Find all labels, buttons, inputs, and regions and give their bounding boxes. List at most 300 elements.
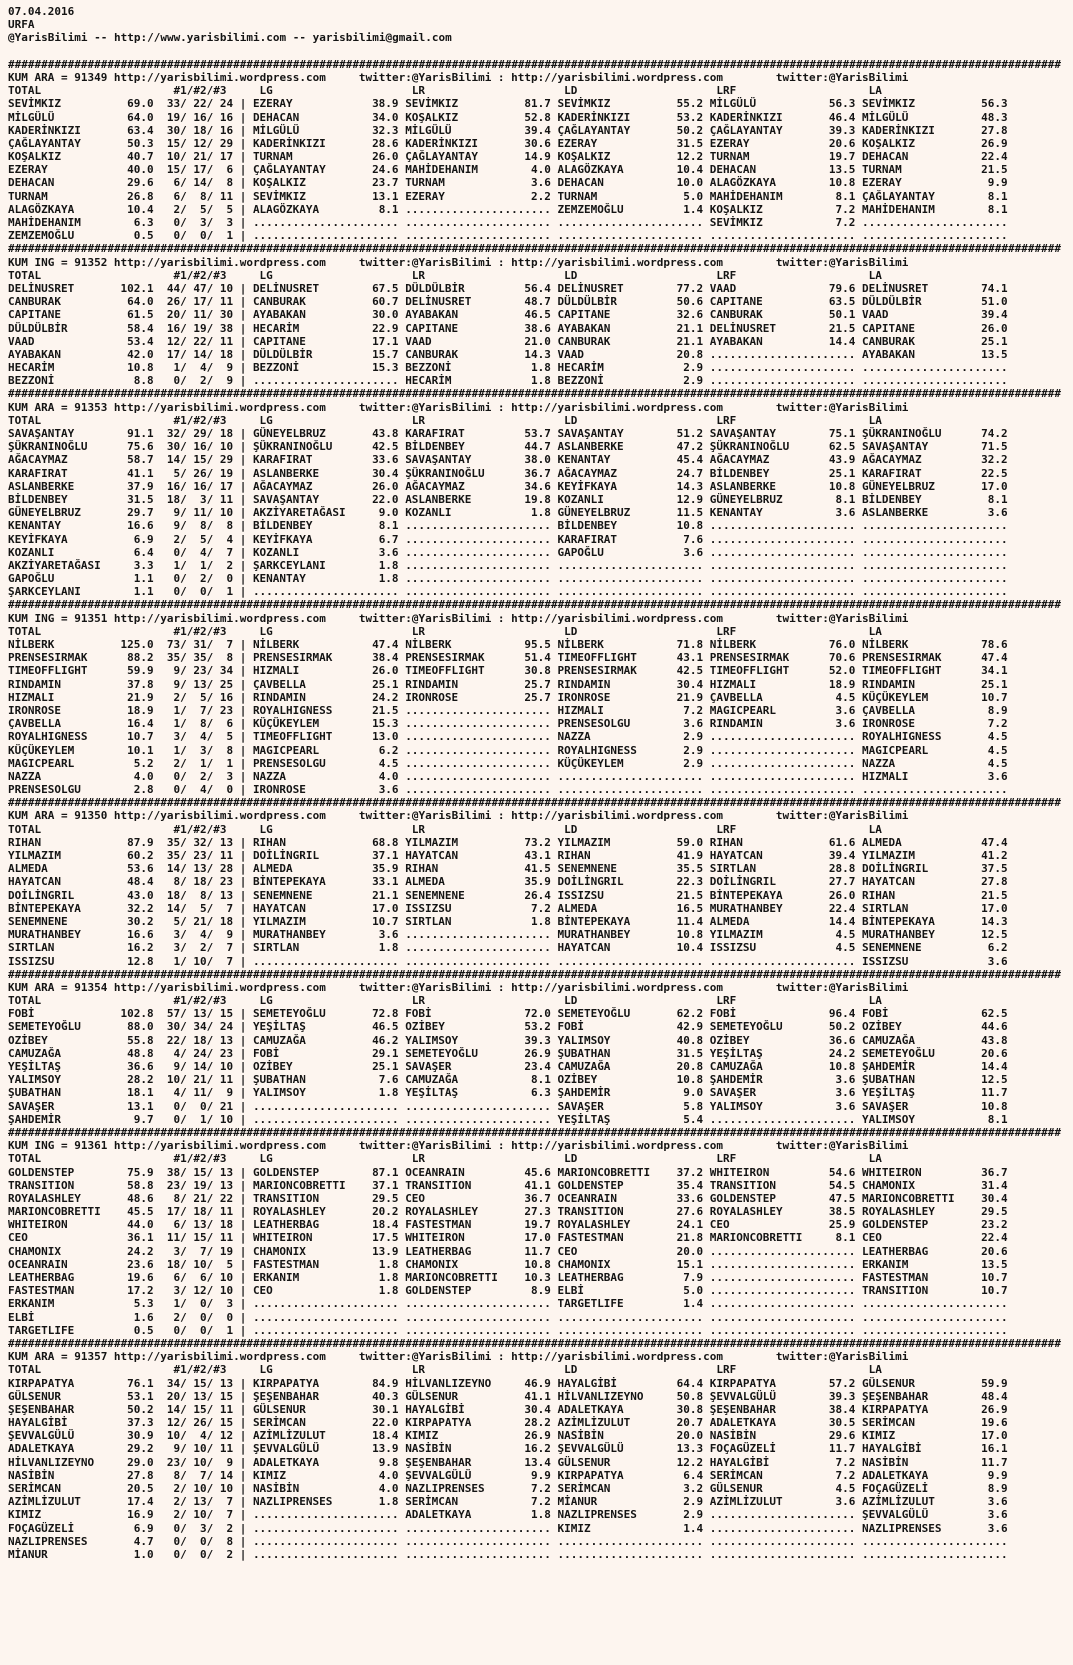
horse-name-lg: KÜÇÜKEYLEM xyxy=(252,717,320,731)
third-place-count: 8 xyxy=(226,651,234,665)
third-place-count: 5 xyxy=(226,202,234,216)
places-separator: / xyxy=(206,862,214,876)
horse-name-lr: HAYALGİBİ xyxy=(405,1402,465,1416)
horse-name-lr: MAHİDEHANIM xyxy=(405,163,479,177)
site-link: http://yarisbilimi.wordpress.com xyxy=(113,1139,326,1153)
places-separator: / xyxy=(206,558,214,572)
score-ld: 47.2 xyxy=(676,440,704,454)
horse-name-ld: BİLDENBEY xyxy=(557,519,618,533)
total-score: 53.6 xyxy=(127,862,154,876)
score-lr: 25.7 xyxy=(524,690,551,704)
horse-name: SERİMCAN xyxy=(8,1482,61,1495)
score-ld: 1.4 xyxy=(683,202,704,216)
places-separator: / xyxy=(180,1402,187,1416)
horse-name-la: KIRPAPATYA xyxy=(861,1402,929,1416)
score-lrf: 52.0 xyxy=(828,664,856,678)
column-separator: | xyxy=(239,1482,247,1495)
places-separator: / xyxy=(206,321,214,335)
empty-slot-lrf: ...................... xyxy=(709,1284,856,1298)
places-separator: / xyxy=(180,651,187,665)
second-place-count: 11 xyxy=(193,308,207,322)
first-place-count: 33 xyxy=(166,97,181,111)
column-separator: | xyxy=(239,1310,247,1324)
horse-name-lrf: BİNTEPEKAYA xyxy=(709,888,783,902)
column-label-lrf: LRF xyxy=(716,1152,737,1166)
horse-name-ld: CAMUZAĞA xyxy=(557,1060,611,1073)
places-separator: / xyxy=(206,1402,214,1416)
empty-slot-lrf: ...................... xyxy=(709,1323,856,1337)
horse-name-la: DOİLİNGRIL xyxy=(861,862,929,876)
horse-name-la: ASLANBERKE xyxy=(861,506,929,520)
score-lrf: 56.3 xyxy=(828,97,856,111)
score-lrf: 38.5 xyxy=(828,1205,856,1219)
horse-name-lr: ADALETKAYA xyxy=(405,1508,472,1522)
column-separator: | xyxy=(239,1508,247,1522)
horse-name-lrf: CANBURAK xyxy=(709,308,763,322)
places-separator: / xyxy=(180,901,187,915)
score-lg: 17.1 xyxy=(372,334,399,348)
score-lrf: 10.8 xyxy=(828,479,856,493)
third-place-count: 7 xyxy=(226,941,234,955)
empty-slot-lr: ...................... xyxy=(405,202,551,216)
third-place-count: 15 xyxy=(219,1007,234,1021)
second-place-count: 0 xyxy=(199,1323,207,1337)
second-place-count: 15 xyxy=(193,1165,207,1179)
score-lr: 56.4 xyxy=(524,281,551,295)
places-separator: / xyxy=(206,1178,214,1192)
score-ld: 31.5 xyxy=(676,1046,704,1060)
horse-name: SEMETEYOĞLU xyxy=(8,1020,81,1034)
empty-slot-lg: ...................... xyxy=(252,216,399,229)
first-place-count: 35 xyxy=(166,835,181,849)
horse-name: GOLDENSTEP xyxy=(8,1165,75,1179)
third-place-count: 13 xyxy=(219,888,234,902)
third-place-count: 30 xyxy=(219,308,234,322)
empty-slot-lr: ...................... xyxy=(405,572,551,586)
third-place-count: 7 xyxy=(226,901,234,915)
first-place-count: 18 xyxy=(166,492,181,506)
first-place-count: 3 xyxy=(173,1244,181,1258)
first-place-count: 0 xyxy=(173,769,181,783)
score-ld: 10.8 xyxy=(676,928,704,942)
places-separator: / xyxy=(180,690,187,704)
score-la: 78.6 xyxy=(981,638,1008,651)
horse-name: ERKANIM xyxy=(8,1297,55,1311)
score-la: 8.1 xyxy=(987,492,1008,506)
horse-name-lr: VAAD xyxy=(405,334,432,348)
first-place-count: 2 xyxy=(173,756,181,770)
empty-slot-lrf: ...................... xyxy=(709,1271,856,1284)
third-place-count: 17 xyxy=(219,150,234,164)
places-label: #1/#2/#3 xyxy=(173,624,227,638)
second-place-count: 2 xyxy=(199,374,207,388)
places-separator: / xyxy=(180,163,187,177)
places-separator: / xyxy=(206,1495,214,1509)
empty-slot-lg: ...................... xyxy=(252,1323,399,1337)
first-place-count: 8 xyxy=(173,1191,181,1205)
horse-row xyxy=(8,348,1073,361)
third-place-count: 23 xyxy=(219,875,234,889)
first-place-count: 0 xyxy=(173,1099,181,1113)
separator-line: ############################################################################################################################################################### xyxy=(8,796,1061,810)
score-lr: 16.2 xyxy=(524,1442,551,1456)
second-place-count: 10 xyxy=(193,1482,207,1495)
column-label-ld: LD xyxy=(564,994,578,1008)
twitter-handle: twitter:@YarisBilimi xyxy=(358,1139,492,1153)
horse-name-lr: HİLVANLIZEYNO xyxy=(405,1376,492,1390)
site-link: http://yarisbilimi.wordpress.com xyxy=(113,611,326,625)
second-place-count: 24 xyxy=(193,1046,207,1060)
score-lg: 1.8 xyxy=(378,572,399,586)
twitter-handle: twitter:@YarisBilimi xyxy=(358,809,492,823)
horse-name-lg: KENANTAY xyxy=(252,572,306,586)
horse-name-ld: ROYALASHLEY xyxy=(557,1218,631,1232)
score-lr: 36.7 xyxy=(524,466,551,480)
horse-name: NASİBİN xyxy=(8,1468,55,1482)
score-lg: 87.1 xyxy=(372,1165,399,1179)
horse-row xyxy=(8,849,1073,862)
empty-slot-lr: ...................... xyxy=(405,1534,551,1548)
horse-name-lr: SAVAŞER xyxy=(405,1060,452,1073)
third-place-count: 18 xyxy=(219,914,234,928)
horse-row xyxy=(8,744,1073,757)
score-lg: 4.0 xyxy=(378,769,399,783)
places-separator: / xyxy=(180,1521,187,1535)
horse-name: ISSIZSU xyxy=(8,954,55,968)
score-lg: 10.7 xyxy=(372,914,399,928)
second-place-count: 21 xyxy=(193,914,207,928)
horse-name-lrf: KOŞALKIZ xyxy=(709,202,763,216)
column-separator: | xyxy=(239,690,247,704)
horse-name-ld: ISSIZSU xyxy=(557,888,604,902)
column-separator: | xyxy=(239,1468,247,1482)
horse-name-lr: SEMETEYOĞLU xyxy=(405,1046,479,1060)
second-place-count: 31 xyxy=(193,638,207,651)
horse-name-lr: CHAMONIX xyxy=(405,1257,459,1271)
places-separator: / xyxy=(180,558,187,572)
places-separator: / xyxy=(206,1033,214,1047)
report-city: URFA xyxy=(8,18,35,32)
score-la: 27.8 xyxy=(981,875,1008,889)
horse-name-lg: FOBİ xyxy=(252,1046,280,1060)
horse-name-ld: CHAMONIX xyxy=(557,1257,611,1271)
horse-name-la: SEVİMKIZ xyxy=(861,97,915,111)
column-separator: | xyxy=(239,1099,247,1113)
horse-row xyxy=(8,638,1073,651)
empty-slot-lg: ...................... xyxy=(252,374,399,388)
horse-name-lr: CAMUZAĞA xyxy=(405,1073,459,1087)
empty-slot-lr: ...................... xyxy=(405,229,551,243)
third-place-count: 24 xyxy=(219,1020,234,1034)
places-separator: / xyxy=(180,479,187,493)
score-ld: 27.6 xyxy=(676,1205,704,1219)
total-score: 20.5 xyxy=(127,1482,154,1495)
horse-name-lg: AĞACAYMAZ xyxy=(252,479,313,493)
score-lr: 39.4 xyxy=(524,123,551,137)
total-score: 29.2 xyxy=(127,1442,154,1456)
score-lrf: 3.6 xyxy=(835,1099,856,1113)
first-place-count: 38 xyxy=(166,1165,181,1179)
empty-slot-lr: ...................... xyxy=(405,532,551,546)
second-place-count: 13 xyxy=(193,1495,207,1509)
horse-name-la: ADALETKAYA xyxy=(861,1468,929,1482)
site-link: http://yarisbilimi.wordpress.com xyxy=(511,1350,724,1364)
places-separator: / xyxy=(206,123,214,137)
places-separator: / xyxy=(206,308,214,322)
horse-name: ŞAHDEMİR xyxy=(8,1112,61,1126)
third-place-count: 13 xyxy=(219,835,234,849)
first-place-count: 6 xyxy=(173,1218,181,1232)
places-separator: / xyxy=(206,572,214,586)
score-lg: 21.5 xyxy=(372,703,399,717)
score-lg: 30.4 xyxy=(372,466,399,480)
horse-name: IRONROSE xyxy=(8,703,61,717)
horse-name-lg: DELİNUSRET xyxy=(252,281,320,295)
total-label: TOTAL xyxy=(8,268,42,282)
first-place-count: 14 xyxy=(166,453,181,467)
score-ld: 32.6 xyxy=(676,308,704,322)
second-place-count: 3 xyxy=(199,492,207,506)
horse-row xyxy=(8,111,1073,124)
horse-name-lrf: OZİBEY xyxy=(709,1033,750,1047)
score-ld: 14.3 xyxy=(676,479,704,493)
places-separator: / xyxy=(206,703,214,717)
horse-name: ÇAVBELLA xyxy=(8,717,61,731)
first-place-count: 19 xyxy=(166,110,181,124)
horse-name-lg: BİLDENBEY xyxy=(252,519,313,533)
score-ld: 53.2 xyxy=(676,110,704,124)
score-lr: 7.2 xyxy=(530,1495,551,1509)
places-separator: / xyxy=(180,1112,187,1126)
score-la: 9.9 xyxy=(987,176,1008,190)
score-la: 4.5 xyxy=(987,730,1008,744)
column-separator: | xyxy=(239,1191,247,1205)
separator-line: ############################################################################################################################################################### xyxy=(8,1336,1061,1350)
score-lr: 10.8 xyxy=(524,1257,551,1271)
places-separator: / xyxy=(206,1468,214,1482)
horse-name: BİLDENBEY xyxy=(8,492,68,506)
third-place-count: 1 xyxy=(226,585,234,599)
score-la: 6.2 xyxy=(987,941,1008,955)
horse-name-lrf: MARIONCOBRETTI xyxy=(709,1231,803,1245)
horse-name-ld: ÇAĞLAYANTAY xyxy=(557,123,631,137)
score-la: 22.4 xyxy=(981,1231,1008,1245)
score-la: 3.6 xyxy=(987,1508,1008,1522)
score-ld: 30.8 xyxy=(676,1402,704,1416)
column-separator: | xyxy=(239,1112,247,1126)
column-header-row xyxy=(8,1363,1073,1376)
places-separator: / xyxy=(206,374,214,388)
horse-name: NAZLIPRENSES xyxy=(8,1534,88,1548)
first-place-count: 44 xyxy=(166,281,181,295)
score-lr: 46.9 xyxy=(524,1376,551,1390)
third-place-count: 23 xyxy=(219,703,234,717)
column-label-la: LA xyxy=(868,624,882,638)
second-place-count: 10 xyxy=(193,1442,207,1456)
score-la: 8.1 xyxy=(987,1112,1008,1126)
score-lg: 67.5 xyxy=(372,281,399,295)
total-score: 17.4 xyxy=(127,1495,154,1509)
horse-name: KADERİNKIZI xyxy=(8,123,81,137)
places-separator: / xyxy=(206,769,214,783)
horse-name-lr: AYABAKAN xyxy=(405,308,459,322)
horse-name-ld: GÜLSENUR xyxy=(557,1455,611,1469)
horse-name-lr: GOLDENSTEP xyxy=(405,1284,472,1298)
horse-name-lrf: SIRTLAN xyxy=(709,862,757,876)
horse-name-ld: KOZANLI xyxy=(557,492,604,506)
total-score: 29.7 xyxy=(127,506,154,520)
total-score: 8.8 xyxy=(133,374,154,388)
score-la: 8.1 xyxy=(987,202,1008,216)
first-place-count: 6 xyxy=(173,189,181,203)
horse-name-lrf: YEŞİLTAŞ xyxy=(709,1046,763,1060)
horse-row xyxy=(8,1482,1073,1495)
total-score: 30.9 xyxy=(127,1429,154,1443)
score-ld: 77.2 xyxy=(676,281,704,295)
empty-slot-lr: ...................... xyxy=(405,717,551,731)
horse-row xyxy=(8,915,1073,928)
empty-slot-ld: ...................... xyxy=(557,769,704,783)
score-la: 3.6 xyxy=(987,954,1008,968)
twitter-handle: twitter:@YarisBilimi xyxy=(775,611,909,625)
total-score: 48.8 xyxy=(127,1046,154,1060)
horse-row xyxy=(8,480,1073,493)
second-place-count: 4 xyxy=(199,783,207,797)
places-separator: / xyxy=(206,585,214,599)
third-place-count: 19 xyxy=(219,1244,234,1258)
horse-name-lrf: RINDAMIN xyxy=(709,717,763,731)
horse-name: ADALETKAYA xyxy=(8,1442,75,1456)
score-la: 17.0 xyxy=(981,479,1008,493)
column-separator: | xyxy=(239,558,247,572)
score-lrf: 30.5 xyxy=(828,1416,856,1430)
places-separator: / xyxy=(180,97,187,111)
column-separator: | xyxy=(239,321,247,335)
empty-slot-lr: ...................... xyxy=(405,954,551,968)
twitter-handle: twitter:@YarisBilimi xyxy=(775,1350,909,1364)
score-ld: 3.6 xyxy=(683,717,704,731)
empty-slot-ld: ...................... xyxy=(557,954,704,968)
horse-name-lg: SEVİMKIZ xyxy=(252,189,306,203)
score-lg: 33.6 xyxy=(372,453,399,467)
column-separator: | xyxy=(239,308,247,322)
score-ld: 43.1 xyxy=(676,651,704,665)
score-la: 21.5 xyxy=(981,888,1008,902)
places-separator: / xyxy=(180,216,187,229)
horse-name-la: FOÇAGÜZELİ xyxy=(861,1482,929,1495)
score-ld: 37.2 xyxy=(676,1165,704,1179)
horse-name: HIZMALI xyxy=(8,690,55,704)
horse-name-lr: CANBURAK xyxy=(405,347,459,361)
places-separator: / xyxy=(180,295,187,309)
second-place-count: 12 xyxy=(193,136,207,150)
total-label: TOTAL xyxy=(8,1363,42,1377)
places-separator: / xyxy=(180,914,187,928)
first-place-count: 6 xyxy=(173,1271,181,1284)
places-label: #1/#2/#3 xyxy=(173,994,227,1008)
total-score: 36.1 xyxy=(127,1231,154,1245)
horse-name-ld: IRONROSE xyxy=(557,690,611,704)
horse-name-la: PRENSESIRMAK xyxy=(861,651,942,665)
empty-slot-lrf: ...................... xyxy=(709,1521,856,1535)
score-lg: 18.4 xyxy=(372,1218,399,1232)
score-lr: 73.2 xyxy=(524,835,551,849)
first-place-count: 4 xyxy=(173,1046,181,1060)
horse-name-ld: ADALETKAYA xyxy=(557,1402,624,1416)
first-place-count: 5 xyxy=(173,466,181,480)
score-lr: 26.9 xyxy=(524,1429,551,1443)
horse-name-la: YILMAZIM xyxy=(861,849,915,862)
places-separator: / xyxy=(206,1310,214,1324)
horse-name-ld: KÜÇÜKEYLEM xyxy=(557,756,624,770)
score-ld: 20.7 xyxy=(676,1416,704,1430)
total-score: 42.0 xyxy=(127,347,154,361)
empty-slot-la: ...................... xyxy=(861,1534,1008,1548)
places-separator: / xyxy=(206,1442,214,1456)
total-score: 53.1 xyxy=(127,1389,154,1403)
empty-slot-la: ...................... xyxy=(861,1323,1008,1337)
horse-name: CAPITANE xyxy=(8,308,61,322)
first-place-count: 11 xyxy=(166,1231,181,1245)
total-label: TOTAL xyxy=(8,413,42,427)
horse-name-lr: CAPITANE xyxy=(405,321,459,335)
column-separator: | xyxy=(239,756,247,770)
horse-name-la: RIHAN xyxy=(861,888,896,902)
column-label-la: LA xyxy=(868,413,882,427)
horse-name-lr: FASTESTMAN xyxy=(405,1218,472,1232)
horse-row xyxy=(8,730,1073,743)
places-separator: / xyxy=(180,928,187,942)
score-lr: 8.9 xyxy=(530,1284,551,1298)
first-place-count: 18 xyxy=(166,1257,181,1271)
first-place-count: 0 xyxy=(173,216,181,229)
score-ld: 10.0 xyxy=(676,176,704,190)
horse-name-lg: ÇAVBELLA xyxy=(252,677,306,691)
column-separator: | xyxy=(239,1218,247,1232)
score-ld: 10.4 xyxy=(676,163,704,177)
first-place-count: 12 xyxy=(166,334,181,348)
score-lrf: 57.2 xyxy=(828,1376,856,1390)
horse-name: SAVAŞANTAY xyxy=(8,427,75,440)
places-separator: / xyxy=(206,743,214,757)
score-ld: 45.4 xyxy=(676,453,704,467)
horse-row xyxy=(8,1205,1073,1218)
total-label: TOTAL xyxy=(8,1152,42,1166)
horse-name-ld: YILMAZIM xyxy=(557,835,611,849)
horse-name-la: FASTESTMAN xyxy=(861,1271,929,1284)
horse-name-lg: KOŞALKIZ xyxy=(252,176,306,190)
total-score: 16.6 xyxy=(127,519,154,533)
horse-name-lrf: TURNAM xyxy=(709,150,750,164)
second-place-count: 15 xyxy=(193,1231,207,1245)
score-lrf: 63.5 xyxy=(828,295,856,309)
empty-slot-la: ...................... xyxy=(861,585,1008,599)
twitter-handle: twitter:@YarisBilimi xyxy=(358,400,492,414)
first-place-count: 0 xyxy=(173,1547,181,1561)
empty-slot-lr: ...................... xyxy=(405,769,551,783)
places-separator: / xyxy=(206,545,214,559)
third-place-count: 5 xyxy=(226,1257,234,1271)
total-score: 37.9 xyxy=(127,479,154,493)
horse-row xyxy=(8,467,1073,480)
column-separator: | xyxy=(239,361,247,375)
horse-name-lr: DELİNUSRET xyxy=(405,295,472,309)
first-place-count: 14 xyxy=(166,901,181,915)
third-place-count: 11 xyxy=(219,1205,234,1219)
horse-name-lg: KARAFIRAT xyxy=(252,453,313,467)
places-separator: / xyxy=(180,1033,187,1047)
empty-slot-lg: ...................... xyxy=(252,1547,399,1561)
